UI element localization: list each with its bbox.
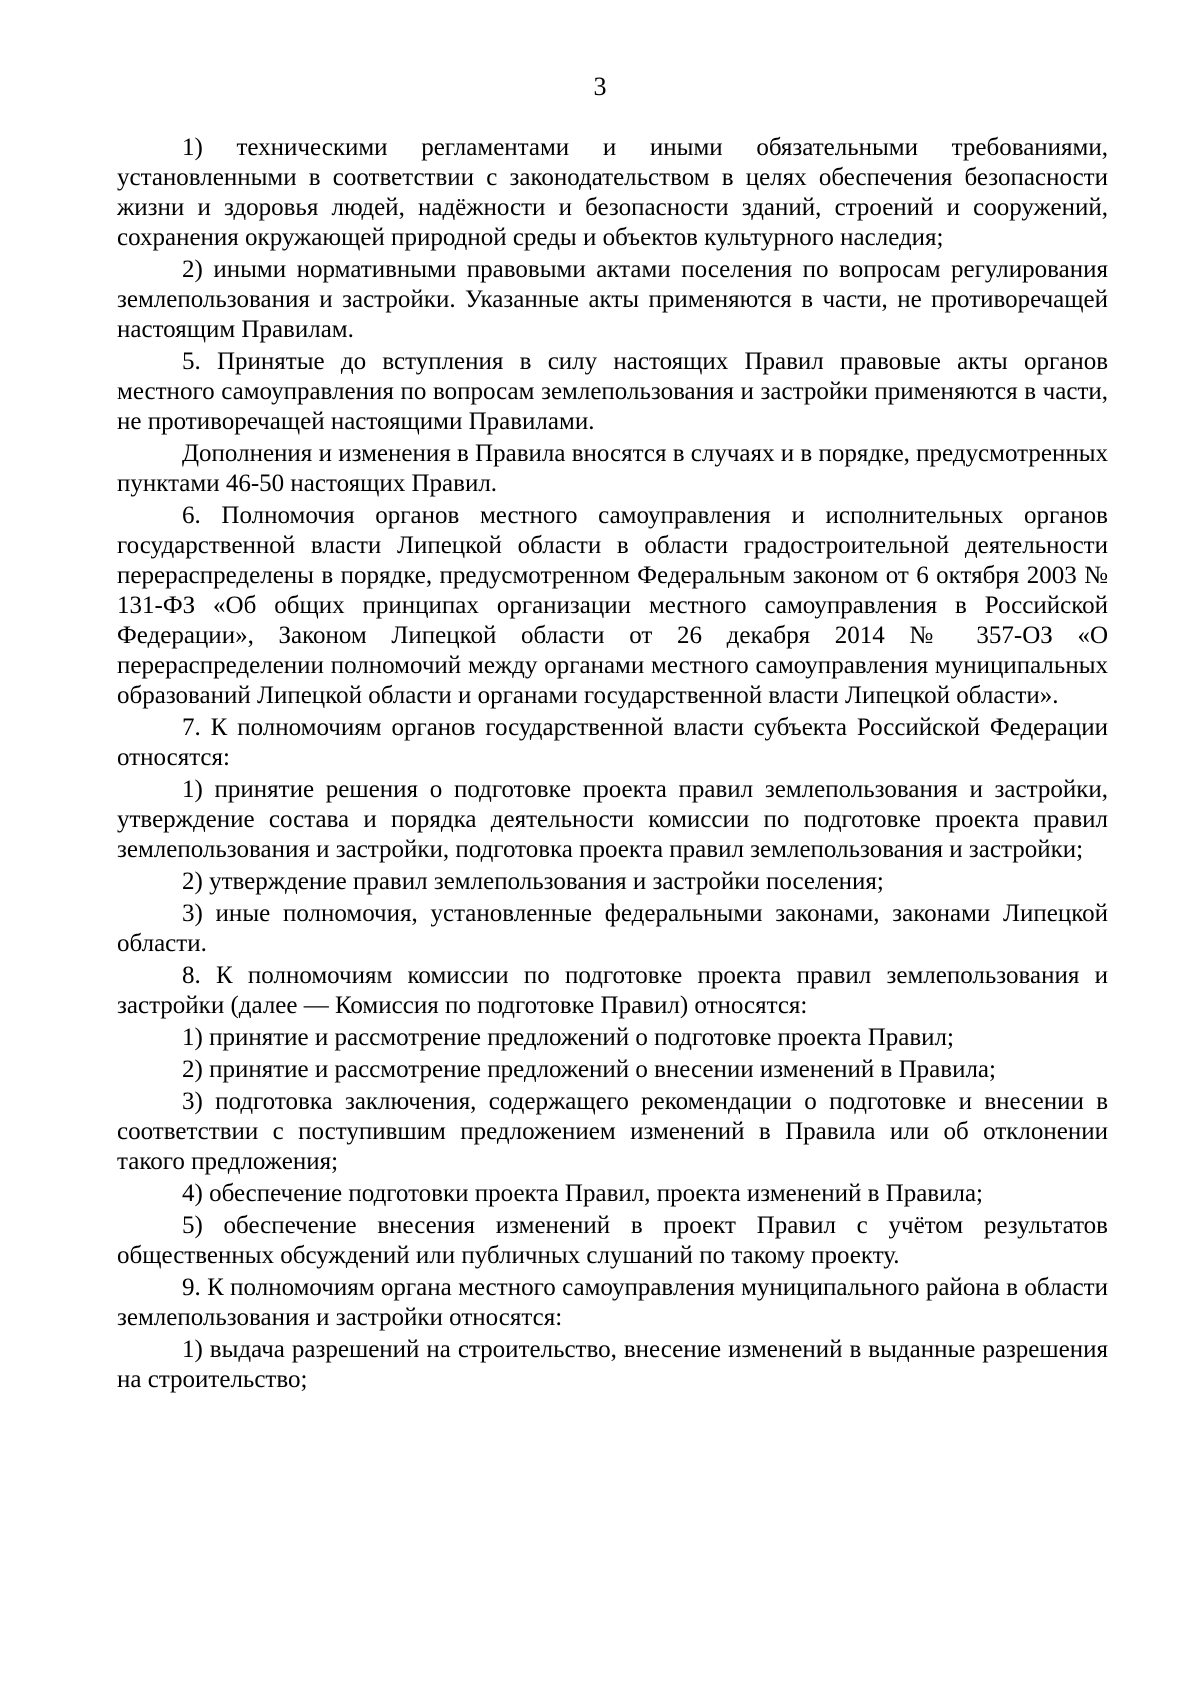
paragraph: 3) подготовка заключения, содержащего рекомендации о подготовке и внесении в соответствии с поступившим предложением изменений в Правила или об отклонении такого предложения; bbox=[117, 1088, 1108, 1175]
paragraph: 1) техническими регламентами и иными обязательными требованиями, установленными в соответствии с законодательством в целях обеспечения безопасности жизни и здоровья людей, надёжности и безопасности зданий, строений и сооружений, сохранения окружающей природной среды и объектов культурного наследия; bbox=[117, 134, 1108, 251]
paragraph: Дополнения и изменения в Правила вносятся в случаях и в порядке, предусмотренных пунктами 46-50 настоящих Правил. bbox=[117, 440, 1108, 497]
paragraph: 7. К полномочиям органов государственной власти субъекта Российской Федерации относятся: bbox=[117, 714, 1108, 771]
paragraph: 1) принятие решения о подготовке проекта правил землепользования и застройки, утверждение состава и порядка деятельности комиссии по подготовке проекта правил землепользования и застройки, подготовка проекта правил землепользования и застройки; bbox=[117, 776, 1108, 863]
paragraph: 2) иными нормативными правовыми актами поселения по вопросам регулирования землепользования и застройки. Указанные акты применяются в части, не противоречащей настоящим Правилам. bbox=[117, 256, 1108, 343]
paragraph: 2) принятие и рассмотрение предложений о внесении изменений в Правила; bbox=[182, 1056, 996, 1083]
paragraph: 6. Полномочия органов местного самоуправления и исполнительных органов государственной власти Липецкой области в области градостроительной деятельности перераспределены в порядке, предусмотренном Федеральным законом от 6 октября 2003 № 131-ФЗ «Об общих принципах организации местного самоуправления в Российской Федерации», Законом Липецкой области от 26 декабря 2014 № 357-ОЗ «О перераспределении полномочий между органами местного самоуправления муниципальных образований Липецкой области и органами государственной власти Липецкой области». bbox=[117, 502, 1108, 709]
paragraph: 5) обеспечение внесения изменений в проект Правил с учётом результатов общественных обсуждений или публичных слушаний по такому проекту. bbox=[117, 1212, 1108, 1269]
document-body bbox=[117, 133, 1108, 1397]
paragraph: 2) утверждение правил землепользования и застройки поселения; bbox=[182, 868, 884, 895]
paragraph: 5. Принятые до вступления в силу настоящих Правил правовые акты органов местного самоуправления по вопросам землепользования и застройки применяются в части, не противоречащей настоящими Правилами. bbox=[117, 348, 1108, 435]
paragraph: 1) принятие и рассмотрение предложений о подготовке проекта Правил; bbox=[182, 1024, 954, 1051]
paragraph: 3) иные полномочия, установленные федеральными законами, законами Липецкой области. bbox=[117, 900, 1108, 957]
paragraph: 8. К полномочиям комиссии по подготовке проекта правил землепользования и застройки (далее — Комиссия по подготовке Правил) относятся: bbox=[117, 962, 1108, 1019]
paragraph: 4) обеспечение подготовки проекта Правил, проекта изменений в Правила; bbox=[182, 1180, 984, 1207]
page-number: 3 bbox=[593, 72, 607, 101]
paragraph: 1) выдача разрешений на строительство, внесение изменений в выданные разрешения на строительство; bbox=[117, 1336, 1108, 1393]
paragraph: 9. К полномочиям органа местного самоуправления муниципального района в области землепользования и застройки относятся: bbox=[117, 1274, 1108, 1331]
